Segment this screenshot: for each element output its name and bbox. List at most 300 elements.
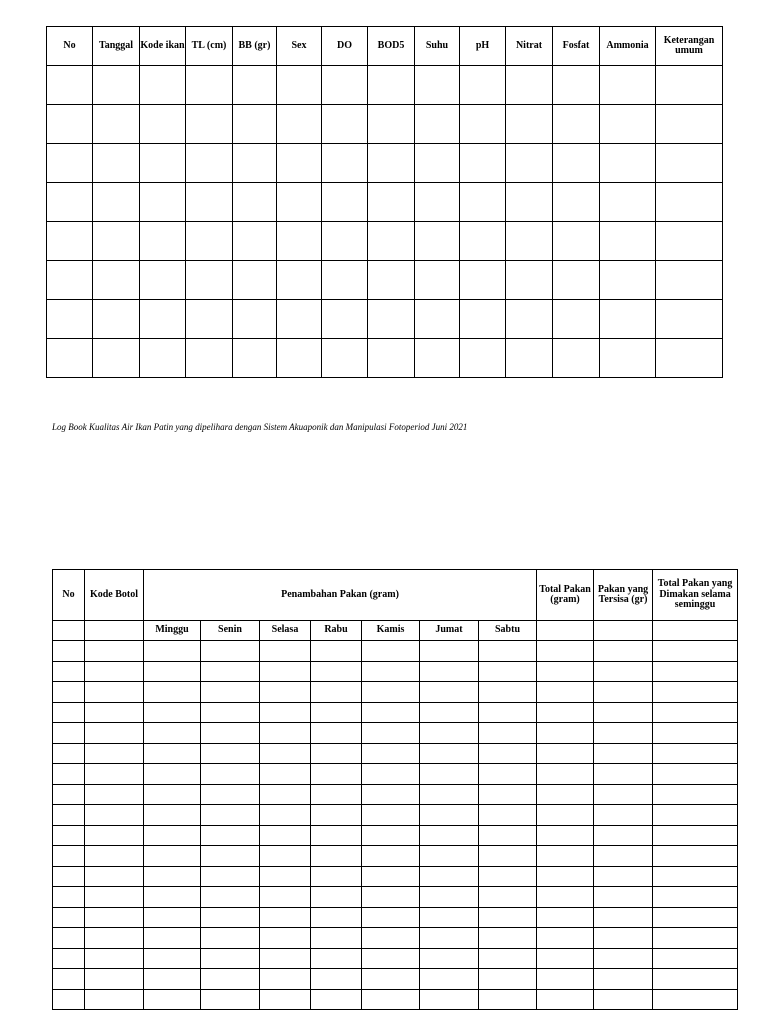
feed-table-cell: [144, 907, 201, 928]
log-table-cell: [140, 66, 186, 105]
feed-table-cell: [362, 743, 420, 764]
log-table-cell: [322, 261, 368, 300]
feed-table-cell: [311, 928, 362, 949]
feed-table-cell: [362, 907, 420, 928]
log-table-cell: [506, 144, 553, 183]
feed-table-cell: [594, 907, 653, 928]
feed-table-cell: [362, 825, 420, 846]
log-table-cell: [277, 339, 322, 378]
feed-header-blank-cell: [594, 621, 653, 641]
feed-header-blank-cell: [85, 621, 144, 641]
feed-table-cell: [537, 764, 594, 785]
feed-table-cell: [144, 866, 201, 887]
feed-table-cell: [537, 805, 594, 826]
log-table-cell: [460, 261, 506, 300]
log-table-cell: [93, 222, 140, 261]
feed-table-cell: [201, 805, 260, 826]
feed-table-cell: [260, 948, 311, 969]
feed-table-cell: [85, 682, 144, 703]
feed-day-header: Jumat: [420, 621, 479, 641]
feed-day-header: Sabtu: [479, 621, 537, 641]
feed-table-cell: [311, 907, 362, 928]
feed-table-cell: [144, 887, 201, 908]
feed-table-cell: [594, 805, 653, 826]
feed-table-cell: [144, 723, 201, 744]
log-table-cell: [233, 222, 277, 261]
feed-table-cell: [653, 948, 738, 969]
feed-table-cell: [537, 907, 594, 928]
log-col-header: Fosfat: [553, 27, 600, 66]
log-table-cell: [460, 222, 506, 261]
feed-table-cell: [53, 682, 85, 703]
feed-table-cell: [537, 989, 594, 1010]
log-table-row: [47, 339, 723, 378]
feed-table-cell: [653, 907, 738, 928]
feed-table-cell: [85, 969, 144, 990]
log-table-cell: [415, 261, 460, 300]
feed-table-cell: [144, 764, 201, 785]
feed-table-cell: [479, 661, 537, 682]
log-table-cell: [186, 105, 233, 144]
feed-table-cell: [144, 661, 201, 682]
log-table-cell: [415, 105, 460, 144]
feed-table-row: [53, 846, 738, 867]
log-table-cell: [506, 222, 553, 261]
feed-table-cell: [85, 743, 144, 764]
log-table-cell: [600, 300, 656, 339]
feed-table-cell: [594, 661, 653, 682]
feed-table-cell: [311, 969, 362, 990]
feed-table-cell: [594, 989, 653, 1010]
log-table-cell: [186, 261, 233, 300]
log-table-cell: [460, 105, 506, 144]
log-table-row: [47, 261, 723, 300]
log-table-row: [47, 222, 723, 261]
feed-table-cell: [653, 928, 738, 949]
log-table-cell: [553, 144, 600, 183]
feed-table-cell: [201, 846, 260, 867]
feed-col-kode-botol: Kode Botol: [85, 570, 144, 621]
log-table-cell: [656, 222, 723, 261]
log-table-row: [47, 183, 723, 222]
log-col-header: Suhu: [415, 27, 460, 66]
feed-table-row: [53, 743, 738, 764]
feed-table-cell: [594, 764, 653, 785]
log-table-cell: [277, 300, 322, 339]
feed-table-cell: [594, 784, 653, 805]
feed-table-cell: [420, 661, 479, 682]
feed-table-cell: [594, 846, 653, 867]
feed-table-cell: [479, 805, 537, 826]
feed-table-cell: [144, 989, 201, 1010]
feed-table-cell: [479, 969, 537, 990]
log-table-cell: [186, 183, 233, 222]
log-col-header: Ammonia: [600, 27, 656, 66]
log-table-cell: [277, 261, 322, 300]
feed-table-cell: [594, 969, 653, 990]
log-table-cell: [460, 183, 506, 222]
feed-table-cell: [201, 682, 260, 703]
feed-table-cell: [85, 846, 144, 867]
feed-table-cell: [260, 928, 311, 949]
feed-table-cell: [144, 682, 201, 703]
feed-table-cell: [260, 661, 311, 682]
feed-table-cell: [479, 989, 537, 1010]
log-table-cell: [600, 339, 656, 378]
log-table-cell: [368, 105, 415, 144]
log-table-cell: [506, 339, 553, 378]
feed-table-cell: [594, 702, 653, 723]
log-table-cell: [47, 66, 93, 105]
feed-table-cell: [144, 846, 201, 867]
feed-table-cell: [479, 743, 537, 764]
feed-table-cell: [53, 743, 85, 764]
feed-table-cell: [53, 661, 85, 682]
feed-table-cell: [260, 989, 311, 1010]
feed-table-cell: [479, 825, 537, 846]
log-table-cell: [460, 300, 506, 339]
log-table-cell: [140, 339, 186, 378]
feed-table-cell: [362, 661, 420, 682]
feed-table-cell: [201, 641, 260, 662]
log-table-cell: [460, 66, 506, 105]
feed-table-cell: [53, 928, 85, 949]
feed-table-cell: [311, 846, 362, 867]
feed-table-cell: [201, 887, 260, 908]
feed-table-row: [53, 805, 738, 826]
feed-table-cell: [144, 743, 201, 764]
feed-table-cell: [594, 641, 653, 662]
feed-table-row: [53, 661, 738, 682]
log-table-cell: [553, 339, 600, 378]
feed-table-cell: [537, 784, 594, 805]
log-table-header-row: [47, 27, 723, 66]
feed-table-cell: [653, 702, 738, 723]
log-table-cell: [553, 222, 600, 261]
feed-table-cell: [362, 764, 420, 785]
log-table-cell: [368, 144, 415, 183]
feed-table-cell: [53, 887, 85, 908]
feed-table-row: [53, 764, 738, 785]
log-table-cell: [322, 222, 368, 261]
log-table-cell: [553, 66, 600, 105]
log-table-cell: [233, 183, 277, 222]
feed-table-cell: [260, 723, 311, 744]
feed-table-cell: [420, 989, 479, 1010]
log-table-cell: [186, 300, 233, 339]
feed-table-cell: [537, 825, 594, 846]
log-table-cell: [277, 222, 322, 261]
feed-table-cell: [260, 866, 311, 887]
log-table-row: [47, 66, 723, 105]
log-col-header: No: [47, 27, 93, 66]
log-table-cell: [277, 183, 322, 222]
feed-table-cell: [260, 969, 311, 990]
feed-table-cell: [53, 825, 85, 846]
feed-table-cell: [53, 784, 85, 805]
feed-table-cell: [479, 702, 537, 723]
log-table-cell: [140, 222, 186, 261]
feed-header-blank-cell: [653, 621, 738, 641]
log-table-cell: [47, 339, 93, 378]
log-table-cell: [322, 105, 368, 144]
feed-day-header: Rabu: [311, 621, 362, 641]
log-table-cell: [506, 183, 553, 222]
log-table-cell: [140, 105, 186, 144]
feed-table-cell: [53, 948, 85, 969]
feed-table-cell: [362, 989, 420, 1010]
log-col-header: Nitrat: [506, 27, 553, 66]
feed-day-header: Selasa: [260, 621, 311, 641]
feed-table-cell: [260, 825, 311, 846]
log-col-header: pH: [460, 27, 506, 66]
feed-table-cell: [420, 866, 479, 887]
feed-table-cell: [144, 928, 201, 949]
feed-table-cell: [201, 702, 260, 723]
feed-table-cell: [420, 805, 479, 826]
log-col-header: Sex: [277, 27, 322, 66]
feed-table-cell: [653, 846, 738, 867]
feed-table-cell: [260, 805, 311, 826]
log-table-cell: [415, 222, 460, 261]
log-table-cell: [553, 105, 600, 144]
log-table-cell: [600, 66, 656, 105]
log-table-cell: [233, 105, 277, 144]
feed-table-cell: [53, 846, 85, 867]
feed-table-cell: [420, 928, 479, 949]
log-table-cell: [656, 339, 723, 378]
log-col-header: BOD5: [368, 27, 415, 66]
feed-table-cell: [144, 702, 201, 723]
feed-table-cell: [201, 743, 260, 764]
feed-table-cell: [362, 928, 420, 949]
log-table-cell: [506, 105, 553, 144]
feed-col-total-pakan: Total Pakan (gram): [537, 570, 594, 621]
log-table-cell: [368, 261, 415, 300]
log-table-cell: [93, 66, 140, 105]
log-table-cell: [93, 339, 140, 378]
feed-table-cell: [260, 682, 311, 703]
feed-table-cell: [479, 866, 537, 887]
feed-table-cell: [653, 682, 738, 703]
feed-table-cell: [594, 887, 653, 908]
log-table-cell: [600, 222, 656, 261]
feed-table-cell: [479, 784, 537, 805]
log-table-cell: [47, 144, 93, 183]
feed-table-cell: [144, 825, 201, 846]
feed-table-cell: [53, 866, 85, 887]
feed-table-cell: [311, 887, 362, 908]
log-table-cell: [186, 144, 233, 183]
feed-table-cell: [594, 682, 653, 703]
feed-table-cell: [537, 969, 594, 990]
feed-table-cell: [362, 723, 420, 744]
log-table-cell: [322, 183, 368, 222]
feed-table-cell: [653, 661, 738, 682]
feed-table-cell: [85, 784, 144, 805]
feed-table-row: [53, 989, 738, 1010]
feed-table-cell: [420, 825, 479, 846]
feed-table-row: [53, 682, 738, 703]
feed-table-cell: [85, 948, 144, 969]
feed-col-pakan-tersisa: Pakan yang Tersisa (gr): [594, 570, 653, 621]
feed-table-cell: [479, 723, 537, 744]
feed-table-cell: [311, 825, 362, 846]
feed-table-cell: [144, 805, 201, 826]
feed-col-total-dimakan: Total Pakan yang Dimakan selama seminggu: [653, 570, 738, 621]
log-table-cell: [600, 183, 656, 222]
feed-table-cell: [201, 784, 260, 805]
feed-table-cell: [420, 723, 479, 744]
feed-table-cell: [537, 682, 594, 703]
feed-table-cell: [311, 764, 362, 785]
feed-table-cell: [537, 928, 594, 949]
log-table-cell: [47, 105, 93, 144]
feed-table-cell: [362, 846, 420, 867]
feed-table-cell: [362, 641, 420, 662]
feed-table-cell: [362, 682, 420, 703]
log-table-cell: [93, 144, 140, 183]
feed-table-cell: [594, 948, 653, 969]
feed-table-cell: [537, 866, 594, 887]
feed-table-row: [53, 641, 738, 662]
log-table-cell: [415, 300, 460, 339]
log-table-cell: [460, 339, 506, 378]
log-table-row: [47, 144, 723, 183]
feed-table-cell: [594, 866, 653, 887]
feed-table-cell: [85, 641, 144, 662]
log-table-cell: [656, 66, 723, 105]
feed-table-cell: [53, 641, 85, 662]
feed-table-cell: [479, 907, 537, 928]
feed-table-cell: [537, 641, 594, 662]
feed-table-cell: [362, 969, 420, 990]
log-table-cell: [93, 183, 140, 222]
feed-table-cell: [311, 682, 362, 703]
feed-table-cell: [653, 743, 738, 764]
log-table-cell: [233, 261, 277, 300]
feed-table-cell: [311, 784, 362, 805]
feed-table-cell: [85, 866, 144, 887]
feed-col-penambahan-pakan: Penambahan Pakan (gram): [144, 570, 537, 621]
feed-table-cell: [362, 887, 420, 908]
log-table-cell: [368, 66, 415, 105]
log-table-cell: [415, 66, 460, 105]
feed-table-cell: [537, 846, 594, 867]
feed-table-header-row: [53, 570, 738, 621]
feed-day-header: Kamis: [362, 621, 420, 641]
feed-table-cell: [311, 661, 362, 682]
log-table-cell: [277, 105, 322, 144]
log-table-cell: [415, 339, 460, 378]
log-table-cell: [368, 183, 415, 222]
log-table-cell: [93, 105, 140, 144]
feed-day-header: Senin: [201, 621, 260, 641]
feed-table-cell: [362, 702, 420, 723]
feed-table-cell: [53, 989, 85, 1010]
log-table-cell: [368, 339, 415, 378]
feed-table-cell: [85, 825, 144, 846]
feed-table-cell: [537, 702, 594, 723]
log-table-cell: [140, 261, 186, 300]
feed-table-cell: [653, 723, 738, 744]
log-col-header: Keterangan umum: [656, 27, 723, 66]
log-table-cell: [322, 144, 368, 183]
feed-table-cell: [653, 764, 738, 785]
feed-table-cell: [420, 948, 479, 969]
log-table-cell: [186, 222, 233, 261]
feed-table-row: [53, 928, 738, 949]
feed-table-cell: [85, 928, 144, 949]
feed-table-cell: [85, 989, 144, 1010]
feed-table-cell: [201, 825, 260, 846]
log-table-cell: [506, 66, 553, 105]
feed-table-cell: [144, 784, 201, 805]
log-table-cell: [656, 300, 723, 339]
feed-table-cell: [311, 641, 362, 662]
feed-table-cell: [85, 764, 144, 785]
feed-header-blank-cell: [53, 621, 85, 641]
log-book-caption: Log Book Kualitas Air Ikan Patin yang dipelihara dengan Sistem Akuaponik dan Manipulasi Fotoperiod Juni 2021: [52, 422, 468, 432]
feed-table-cell: [53, 969, 85, 990]
log-table-cell: [233, 66, 277, 105]
feed-table-cell: [201, 661, 260, 682]
log-table-cell: [233, 300, 277, 339]
feed-table-cell: [594, 743, 653, 764]
log-table-cell: [322, 66, 368, 105]
feed-table-cell: [479, 682, 537, 703]
feed-table-cell: [311, 743, 362, 764]
feed-table-row: [53, 969, 738, 990]
log-table-cell: [186, 66, 233, 105]
feed-table-cell: [85, 702, 144, 723]
feed-table-cell: [362, 784, 420, 805]
feed-table-cell: [201, 764, 260, 785]
feed-table-cell: [479, 641, 537, 662]
feed-table-day-row: [53, 621, 738, 641]
feed-table-cell: [594, 928, 653, 949]
log-table-cell: [140, 144, 186, 183]
feed-table-cell: [420, 743, 479, 764]
feed-table-cell: [260, 887, 311, 908]
log-table-cell: [553, 261, 600, 300]
log-col-header: Tanggal: [93, 27, 140, 66]
feed-table-cell: [420, 887, 479, 908]
log-table-cell: [600, 105, 656, 144]
feed-table-cell: [653, 641, 738, 662]
log-table-cell: [47, 261, 93, 300]
feed-table-cell: [311, 723, 362, 744]
feed-table-row: [53, 948, 738, 969]
log-table-cell: [47, 183, 93, 222]
log-table-cell: [140, 183, 186, 222]
feed-table-cell: [653, 825, 738, 846]
feed-table-row: [53, 825, 738, 846]
feed-table-cell: [594, 723, 653, 744]
log-table-cell: [233, 339, 277, 378]
feed-table-cell: [537, 723, 594, 744]
feed-table-cell: [420, 764, 479, 785]
feed-table-cell: [420, 846, 479, 867]
feed-table-cell: [479, 764, 537, 785]
feed-table-cell: [144, 969, 201, 990]
feed-table-cell: [653, 784, 738, 805]
feed-table-cell: [653, 887, 738, 908]
log-table-cell: [322, 339, 368, 378]
feed-table-cell: [653, 989, 738, 1010]
feed-table-cell: [201, 907, 260, 928]
feed-table-row: [53, 723, 738, 744]
